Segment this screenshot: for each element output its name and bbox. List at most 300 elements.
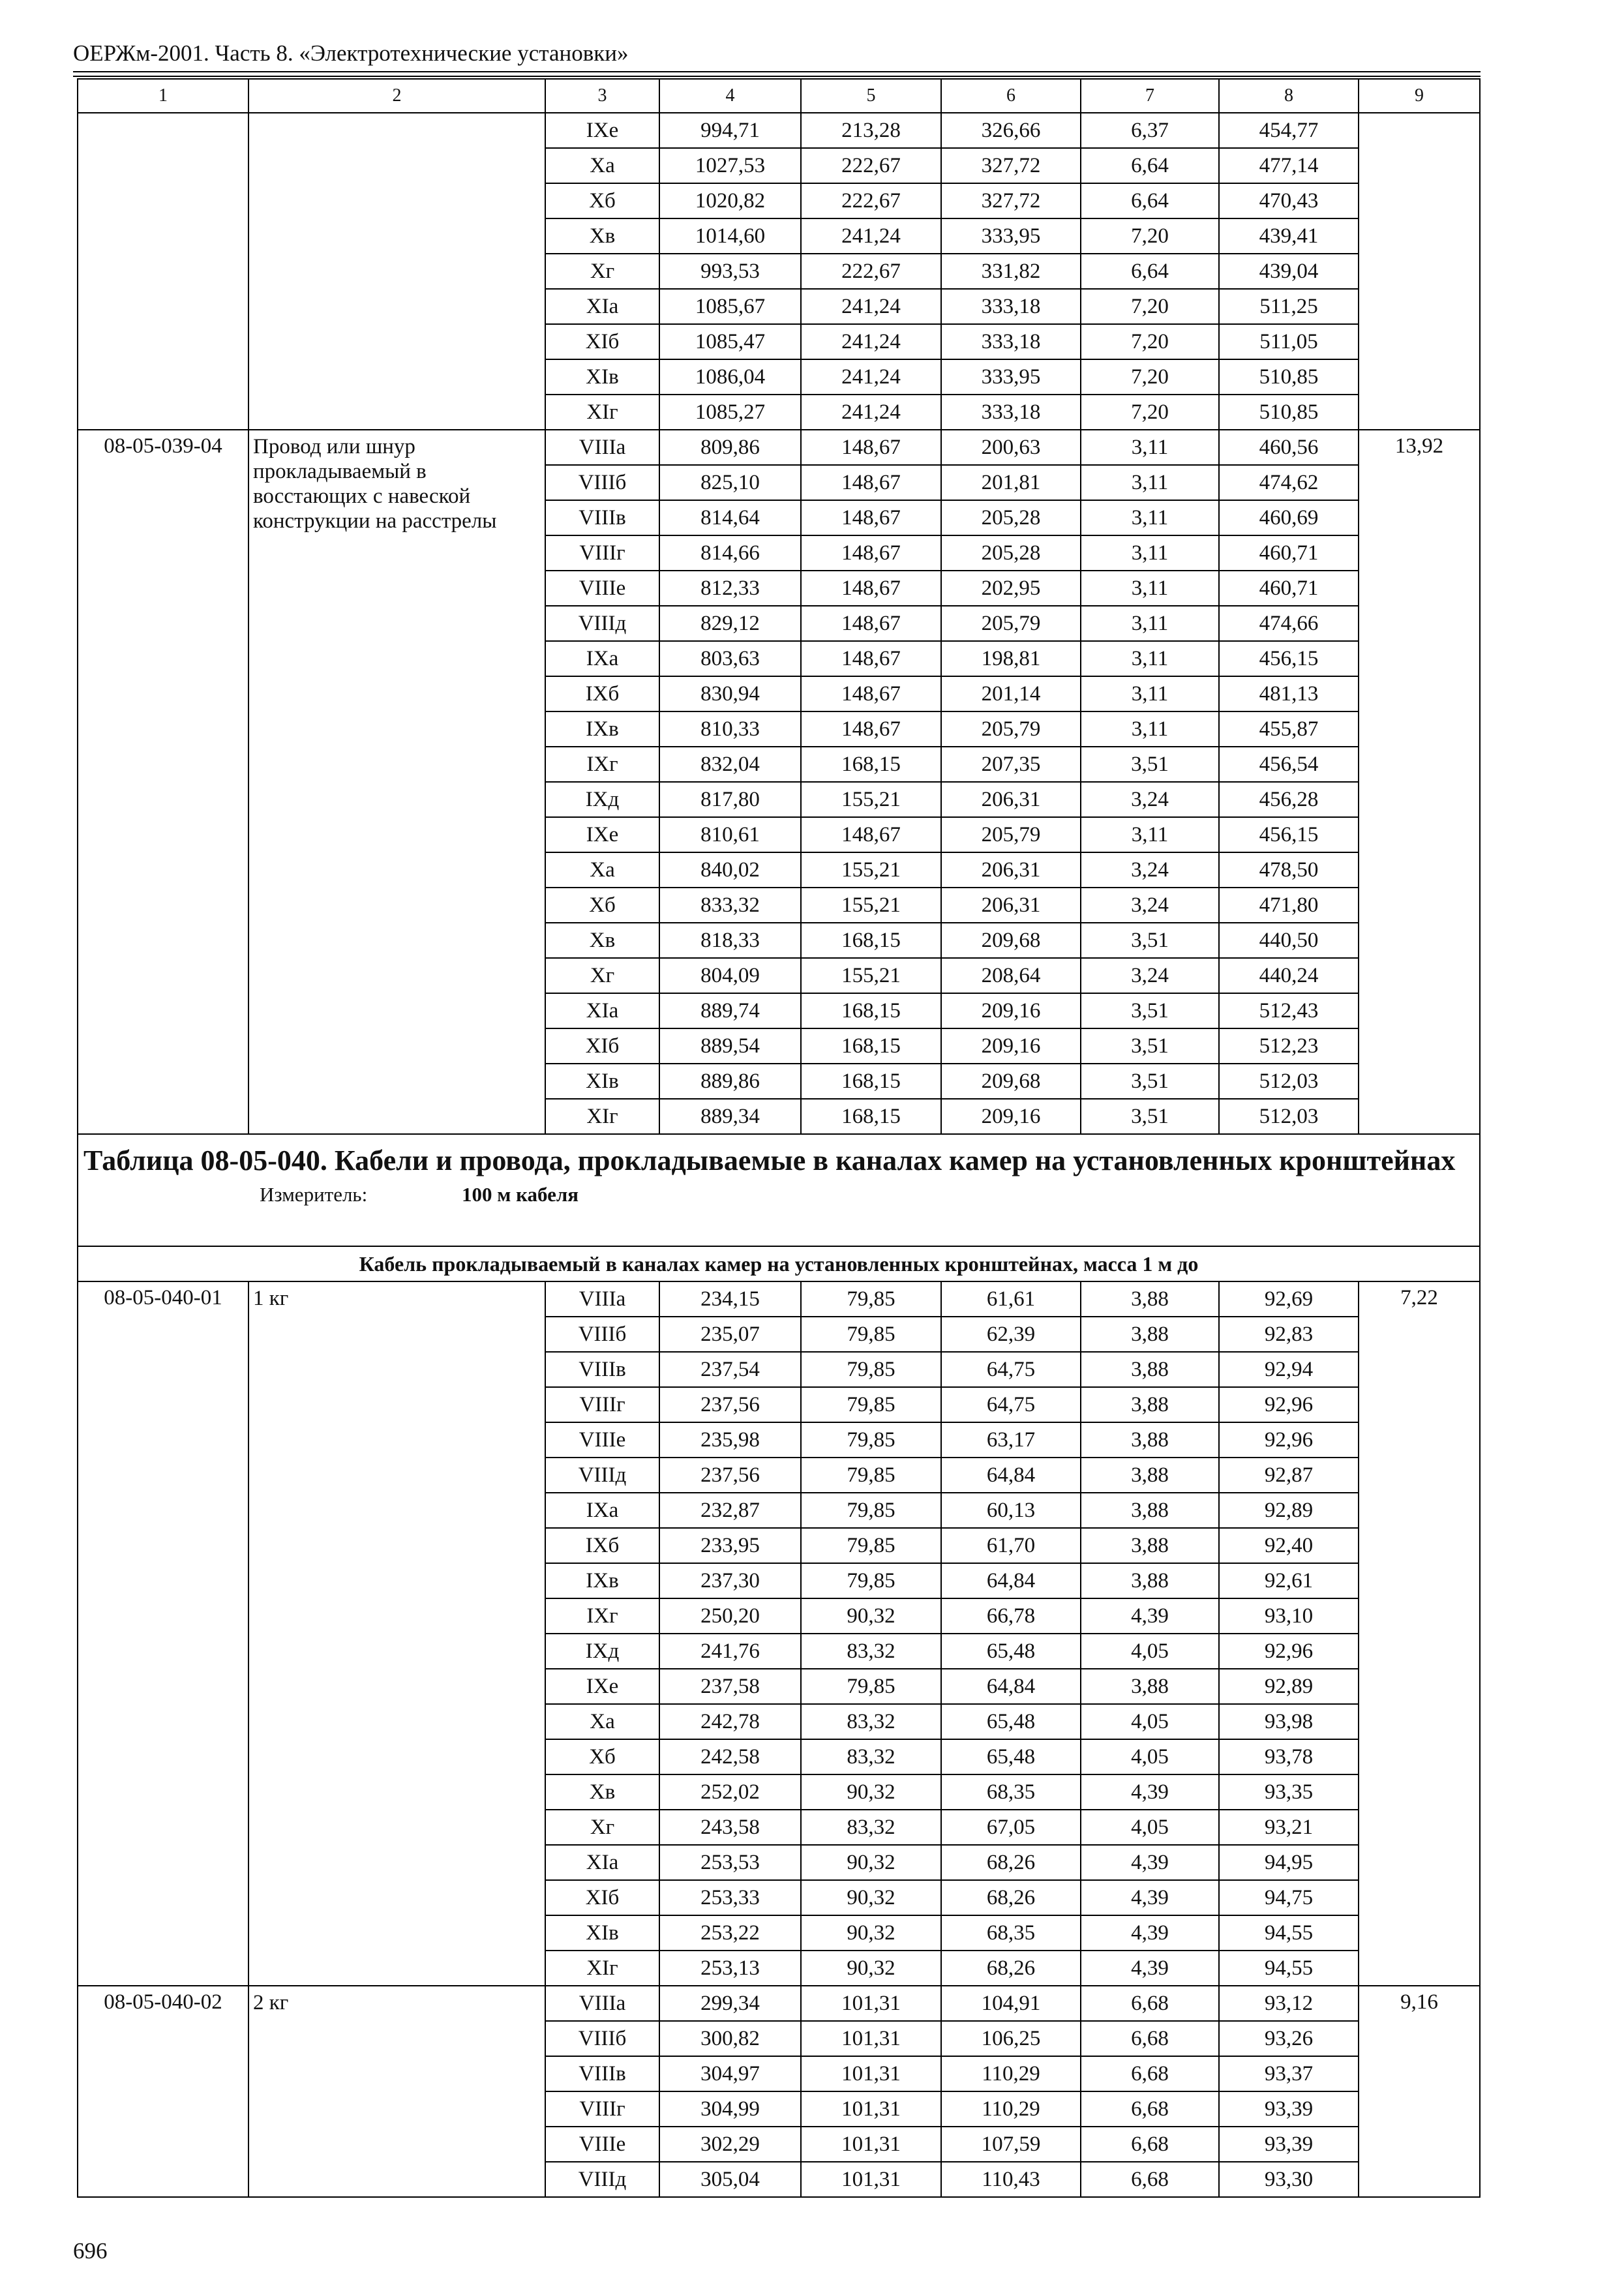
total-cost-cell: 232,87 xyxy=(659,1493,801,1528)
zone-cell: XIг xyxy=(545,1099,659,1134)
code-cell: 08-05-040-01 xyxy=(78,1281,248,1986)
zone-cell: Xa xyxy=(545,148,659,183)
total-cost-cell: 1085,27 xyxy=(659,395,801,430)
wage-cost-cell: 101,31 xyxy=(801,2021,941,2056)
zone-cell: VIIIд xyxy=(545,606,659,641)
operator-wage-cell: 4,05 xyxy=(1081,1739,1219,1774)
material-cost-cell: 474,66 xyxy=(1219,606,1359,641)
wage-cost-cell: 90,32 xyxy=(801,1915,941,1951)
total-cost-cell: 993,53 xyxy=(659,254,801,289)
machine-cost-cell: 62,39 xyxy=(941,1317,1081,1352)
material-cost-cell: 93,21 xyxy=(1219,1810,1359,1845)
material-cost-cell: 94,55 xyxy=(1219,1951,1359,1986)
table-title: Таблица 08-05-040. Кабели и провода, прокладываемые в каналах камер на установленных кронштейнах xyxy=(83,1144,1456,1176)
total-cost-cell: 830,94 xyxy=(659,676,801,711)
operator-wage-cell: 6,37 xyxy=(1081,113,1219,148)
total-cost-cell: 300,82 xyxy=(659,2021,801,2056)
code-cell xyxy=(78,113,248,430)
column-number: 9 xyxy=(1359,79,1480,113)
machine-cost-cell: 205,79 xyxy=(941,606,1081,641)
machine-cost-cell: 64,84 xyxy=(941,1458,1081,1493)
machine-cost-cell: 68,26 xyxy=(941,1845,1081,1880)
zone-cell: IXa xyxy=(545,1493,659,1528)
zone-cell: Xв xyxy=(545,218,659,254)
operator-wage-cell: 3,51 xyxy=(1081,923,1219,958)
machine-cost-cell: 327,72 xyxy=(941,183,1081,218)
total-cost-cell: 253,33 xyxy=(659,1880,801,1915)
machine-cost-cell: 104,91 xyxy=(941,1986,1081,2021)
zone-cell: Xг xyxy=(545,958,659,993)
zone-cell: IXe xyxy=(545,113,659,148)
material-cost-cell: 460,71 xyxy=(1219,535,1359,571)
wage-cost-cell: 148,67 xyxy=(801,817,941,852)
operator-wage-cell: 4,39 xyxy=(1081,1598,1219,1634)
zone-cell: Xб xyxy=(545,888,659,923)
machine-cost-cell: 64,75 xyxy=(941,1387,1081,1422)
material-cost-cell: 456,54 xyxy=(1219,747,1359,782)
total-cost-cell: 1085,47 xyxy=(659,324,801,359)
material-cost-cell: 92,89 xyxy=(1219,1669,1359,1704)
machine-cost-cell: 198,81 xyxy=(941,641,1081,676)
wage-cost-cell: 213,28 xyxy=(801,113,941,148)
zone-cell: VIIIa xyxy=(545,1986,659,2021)
table-row xyxy=(78,1986,1480,2021)
material-cost-cell: 470,43 xyxy=(1219,183,1359,218)
operator-wage-cell: 3,24 xyxy=(1081,852,1219,888)
total-cost-cell: 250,20 xyxy=(659,1598,801,1634)
operator-wage-cell: 3,88 xyxy=(1081,1387,1219,1422)
operator-wage-cell: 3,51 xyxy=(1081,1028,1219,1064)
machine-cost-cell: 206,31 xyxy=(941,782,1081,817)
total-cost-cell: 817,80 xyxy=(659,782,801,817)
meter-value: 100 м кабеля xyxy=(462,1183,579,1206)
total-cost-cell: 814,64 xyxy=(659,500,801,535)
wage-cost-cell: 90,32 xyxy=(801,1598,941,1634)
operator-wage-cell: 3,24 xyxy=(1081,958,1219,993)
wage-cost-cell: 148,67 xyxy=(801,571,941,606)
material-cost-cell: 511,05 xyxy=(1219,324,1359,359)
operator-wage-cell: 6,64 xyxy=(1081,183,1219,218)
operator-wage-cell: 3,88 xyxy=(1081,1669,1219,1704)
zone-cell: IXг xyxy=(545,747,659,782)
wage-cost-cell: 148,67 xyxy=(801,465,941,500)
material-cost-cell: 93,37 xyxy=(1219,2056,1359,2091)
zone-cell: Xг xyxy=(545,1810,659,1845)
total-cost-cell: 304,99 xyxy=(659,2091,801,2127)
machine-cost-cell: 333,95 xyxy=(941,218,1081,254)
zone-cell: VIIIe xyxy=(545,2127,659,2162)
total-cost-cell: 252,02 xyxy=(659,1774,801,1810)
zone-cell: IXe xyxy=(545,1669,659,1704)
machine-cost-cell: 327,72 xyxy=(941,148,1081,183)
zone-cell: Xб xyxy=(545,1739,659,1774)
weight-cell: 13,92 xyxy=(1359,430,1480,1134)
code-cell: 08-05-040-02 xyxy=(78,1986,248,2197)
zone-cell: VIIIб xyxy=(545,2021,659,2056)
total-cost-cell: 804,09 xyxy=(659,958,801,993)
machine-cost-cell: 205,28 xyxy=(941,535,1081,571)
material-cost-cell: 512,23 xyxy=(1219,1028,1359,1064)
zone-cell: Xв xyxy=(545,1774,659,1810)
wage-cost-cell: 155,21 xyxy=(801,888,941,923)
column-number: 6 xyxy=(941,79,1081,113)
material-cost-cell: 439,41 xyxy=(1219,218,1359,254)
material-cost-cell: 94,95 xyxy=(1219,1845,1359,1880)
total-cost-cell: 829,12 xyxy=(659,606,801,641)
wage-cost-cell: 241,24 xyxy=(801,324,941,359)
material-cost-cell: 512,43 xyxy=(1219,993,1359,1028)
wage-cost-cell: 90,32 xyxy=(801,1951,941,1986)
meter-label: Измеритель: xyxy=(260,1183,368,1206)
material-cost-cell: 93,39 xyxy=(1219,2127,1359,2162)
zone-cell: XIa xyxy=(545,993,659,1028)
operator-wage-cell: 3,11 xyxy=(1081,676,1219,711)
name-cell xyxy=(248,113,545,430)
machine-cost-cell: 326,66 xyxy=(941,113,1081,148)
column-number: 3 xyxy=(545,79,659,113)
wage-cost-cell: 148,67 xyxy=(801,606,941,641)
column-number: 1 xyxy=(78,79,248,113)
zone-cell: VIIIд xyxy=(545,1458,659,1493)
total-cost-cell: 889,86 xyxy=(659,1064,801,1099)
wage-cost-cell: 83,32 xyxy=(801,1704,941,1739)
machine-cost-cell: 207,35 xyxy=(941,747,1081,782)
operator-wage-cell: 4,39 xyxy=(1081,1880,1219,1915)
material-cost-cell: 93,12 xyxy=(1219,1986,1359,2021)
material-cost-cell: 93,35 xyxy=(1219,1774,1359,1810)
operator-wage-cell: 3,11 xyxy=(1081,465,1219,500)
operator-wage-cell: 4,05 xyxy=(1081,1634,1219,1669)
name-cell: 2 кг xyxy=(248,1986,545,2197)
table-subtitle: Кабель прокладываемый в каналах камер на установленных кронштейнах, масса 1 м до xyxy=(78,1246,1480,1281)
zone-cell: VIIIв xyxy=(545,500,659,535)
material-cost-cell: 440,24 xyxy=(1219,958,1359,993)
wage-cost-cell: 79,85 xyxy=(801,1387,941,1422)
material-cost-cell: 93,78 xyxy=(1219,1739,1359,1774)
column-number: 8 xyxy=(1219,79,1359,113)
total-cost-cell: 1020,82 xyxy=(659,183,801,218)
wage-cost-cell: 148,67 xyxy=(801,711,941,747)
total-cost-cell: 1086,04 xyxy=(659,359,801,395)
total-cost-cell: 233,95 xyxy=(659,1528,801,1563)
header-rule-bottom xyxy=(73,76,1481,77)
machine-cost-cell: 68,26 xyxy=(941,1880,1081,1915)
material-cost-cell: 454,77 xyxy=(1219,113,1359,148)
total-cost-cell: 809,86 xyxy=(659,430,801,465)
operator-wage-cell: 3,24 xyxy=(1081,782,1219,817)
machine-cost-cell: 65,48 xyxy=(941,1704,1081,1739)
weight-cell: 9,16 xyxy=(1359,1986,1480,2197)
operator-wage-cell: 3,11 xyxy=(1081,817,1219,852)
column-number-row xyxy=(78,79,1480,113)
operator-wage-cell: 4,39 xyxy=(1081,1845,1219,1880)
operator-wage-cell: 3,11 xyxy=(1081,641,1219,676)
wage-cost-cell: 101,31 xyxy=(801,2127,941,2162)
wage-cost-cell: 148,67 xyxy=(801,641,941,676)
wage-cost-cell: 79,85 xyxy=(801,1458,941,1493)
machine-cost-cell: 61,70 xyxy=(941,1528,1081,1563)
material-cost-cell: 471,80 xyxy=(1219,888,1359,923)
zone-cell: IXe xyxy=(545,817,659,852)
total-cost-cell: 237,54 xyxy=(659,1352,801,1387)
section-header xyxy=(78,1134,1480,1246)
total-cost-cell: 1014,60 xyxy=(659,218,801,254)
wage-cost-cell: 90,32 xyxy=(801,1880,941,1915)
operator-wage-cell: 4,05 xyxy=(1081,1704,1219,1739)
material-cost-cell: 92,96 xyxy=(1219,1387,1359,1422)
wage-cost-cell: 168,15 xyxy=(801,1028,941,1064)
material-cost-cell: 460,71 xyxy=(1219,571,1359,606)
material-cost-cell: 93,39 xyxy=(1219,2091,1359,2127)
zone-cell: VIIIв xyxy=(545,2056,659,2091)
zone-cell: VIIIб xyxy=(545,1317,659,1352)
machine-cost-cell: 66,78 xyxy=(941,1598,1081,1634)
zone-cell: IXд xyxy=(545,1634,659,1669)
wage-cost-cell: 79,85 xyxy=(801,1317,941,1352)
zone-cell: XIг xyxy=(545,395,659,430)
wage-cost-cell: 222,67 xyxy=(801,183,941,218)
total-cost-cell: 994,71 xyxy=(659,113,801,148)
material-cost-cell: 93,98 xyxy=(1219,1704,1359,1739)
total-cost-cell: 810,61 xyxy=(659,817,801,852)
name-cell: 1 кг xyxy=(248,1281,545,1986)
material-cost-cell: 92,40 xyxy=(1219,1528,1359,1563)
machine-cost-cell: 208,64 xyxy=(941,958,1081,993)
machine-cost-cell: 68,26 xyxy=(941,1951,1081,1986)
wage-cost-cell: 148,67 xyxy=(801,535,941,571)
machine-cost-cell: 110,29 xyxy=(941,2091,1081,2127)
zone-cell: IXд xyxy=(545,782,659,817)
wage-cost-cell: 83,32 xyxy=(801,1634,941,1669)
material-cost-cell: 511,25 xyxy=(1219,289,1359,324)
wage-cost-cell: 155,21 xyxy=(801,852,941,888)
machine-cost-cell: 110,43 xyxy=(941,2162,1081,2197)
machine-cost-cell: 68,35 xyxy=(941,1774,1081,1810)
weight-cell: 7,22 xyxy=(1359,1281,1480,1986)
page-number: 696 xyxy=(73,2238,108,2264)
total-cost-cell: 1027,53 xyxy=(659,148,801,183)
machine-cost-cell: 64,75 xyxy=(941,1352,1081,1387)
wage-cost-cell: 168,15 xyxy=(801,747,941,782)
total-cost-cell: 242,78 xyxy=(659,1704,801,1739)
wage-cost-cell: 168,15 xyxy=(801,1064,941,1099)
machine-cost-cell: 60,13 xyxy=(941,1493,1081,1528)
zone-cell: XIв xyxy=(545,1915,659,1951)
total-cost-cell: 253,13 xyxy=(659,1951,801,1986)
material-cost-cell: 439,04 xyxy=(1219,254,1359,289)
zone-cell: VIIIa xyxy=(545,1281,659,1317)
total-cost-cell: 242,58 xyxy=(659,1739,801,1774)
zone-cell: VIIIe xyxy=(545,571,659,606)
wage-cost-cell: 241,24 xyxy=(801,218,941,254)
material-cost-cell: 510,85 xyxy=(1219,395,1359,430)
operator-wage-cell: 3,51 xyxy=(1081,1099,1219,1134)
zone-cell: XIa xyxy=(545,289,659,324)
machine-cost-cell: 65,48 xyxy=(941,1739,1081,1774)
wage-cost-cell: 168,15 xyxy=(801,993,941,1028)
wage-cost-cell: 168,15 xyxy=(801,923,941,958)
machine-cost-cell: 209,68 xyxy=(941,923,1081,958)
material-cost-cell: 92,96 xyxy=(1219,1422,1359,1458)
operator-wage-cell: 3,51 xyxy=(1081,993,1219,1028)
machine-cost-cell: 201,14 xyxy=(941,676,1081,711)
zone-cell: XIб xyxy=(545,1880,659,1915)
zone-cell: XIг xyxy=(545,1951,659,1986)
material-cost-cell: 92,87 xyxy=(1219,1458,1359,1493)
material-cost-cell: 455,87 xyxy=(1219,711,1359,747)
wage-cost-cell: 79,85 xyxy=(801,1528,941,1563)
total-cost-cell: 832,04 xyxy=(659,747,801,782)
material-cost-cell: 478,50 xyxy=(1219,852,1359,888)
column-number: 7 xyxy=(1081,79,1219,113)
material-cost-cell: 92,96 xyxy=(1219,1634,1359,1669)
total-cost-cell: 253,53 xyxy=(659,1845,801,1880)
machine-cost-cell: 333,18 xyxy=(941,395,1081,430)
table-row xyxy=(78,430,1480,465)
zone-cell: IXв xyxy=(545,1563,659,1598)
operator-wage-cell: 3,88 xyxy=(1081,1493,1219,1528)
operator-wage-cell: 3,51 xyxy=(1081,1064,1219,1099)
zone-cell: XIб xyxy=(545,324,659,359)
wage-cost-cell: 241,24 xyxy=(801,359,941,395)
operator-wage-cell: 3,88 xyxy=(1081,1458,1219,1493)
wage-cost-cell: 148,67 xyxy=(801,676,941,711)
zone-cell: XIв xyxy=(545,1064,659,1099)
machine-cost-cell: 110,29 xyxy=(941,2056,1081,2091)
material-cost-cell: 456,15 xyxy=(1219,817,1359,852)
document-header: ОЕРЖм-2001. Часть 8. «Электротехнические установки» xyxy=(73,40,629,66)
zone-cell: VIIIг xyxy=(545,1387,659,1422)
material-cost-cell: 93,30 xyxy=(1219,2162,1359,2197)
operator-wage-cell: 6,64 xyxy=(1081,148,1219,183)
machine-cost-cell: 331,82 xyxy=(941,254,1081,289)
zone-cell: IXб xyxy=(545,676,659,711)
total-cost-cell: 237,56 xyxy=(659,1458,801,1493)
operator-wage-cell: 4,39 xyxy=(1081,1915,1219,1951)
operator-wage-cell: 3,51 xyxy=(1081,747,1219,782)
operator-wage-cell: 3,88 xyxy=(1081,1281,1219,1317)
weight-cell xyxy=(1359,113,1480,430)
machine-cost-cell: 209,68 xyxy=(941,1064,1081,1099)
material-cost-cell: 460,56 xyxy=(1219,430,1359,465)
wage-cost-cell: 101,31 xyxy=(801,1986,941,2021)
zone-cell: IXг xyxy=(545,1598,659,1634)
operator-wage-cell: 3,11 xyxy=(1081,606,1219,641)
zone-cell: XIa xyxy=(545,1845,659,1880)
wage-cost-cell: 148,67 xyxy=(801,430,941,465)
total-cost-cell: 810,33 xyxy=(659,711,801,747)
operator-wage-cell: 6,68 xyxy=(1081,1986,1219,2021)
machine-cost-cell: 205,28 xyxy=(941,500,1081,535)
total-cost-cell: 253,22 xyxy=(659,1915,801,1951)
operator-wage-cell: 6,68 xyxy=(1081,2056,1219,2091)
material-cost-cell: 92,69 xyxy=(1219,1281,1359,1317)
wage-cost-cell: 101,31 xyxy=(801,2056,941,2091)
machine-cost-cell: 63,17 xyxy=(941,1422,1081,1458)
zone-cell: VIIIa xyxy=(545,430,659,465)
operator-wage-cell: 6,68 xyxy=(1081,2091,1219,2127)
zone-cell: VIIIв xyxy=(545,1352,659,1387)
total-cost-cell: 299,34 xyxy=(659,1986,801,2021)
wage-cost-cell: 83,32 xyxy=(801,1739,941,1774)
material-cost-cell: 92,89 xyxy=(1219,1493,1359,1528)
wage-cost-cell: 148,67 xyxy=(801,500,941,535)
operator-wage-cell: 6,68 xyxy=(1081,2162,1219,2197)
zone-cell: IXв xyxy=(545,711,659,747)
total-cost-cell: 840,02 xyxy=(659,852,801,888)
operator-wage-cell: 3,88 xyxy=(1081,1317,1219,1352)
zone-cell: Xб xyxy=(545,183,659,218)
wage-cost-cell: 79,85 xyxy=(801,1493,941,1528)
operator-wage-cell: 3,88 xyxy=(1081,1422,1219,1458)
wage-cost-cell: 101,31 xyxy=(801,2162,941,2197)
operator-wage-cell: 3,11 xyxy=(1081,711,1219,747)
table-row xyxy=(78,1281,1480,1317)
total-cost-cell: 234,15 xyxy=(659,1281,801,1317)
operator-wage-cell: 3,24 xyxy=(1081,888,1219,923)
wage-cost-cell: 155,21 xyxy=(801,958,941,993)
total-cost-cell: 237,56 xyxy=(659,1387,801,1422)
wage-cost-cell: 222,67 xyxy=(801,254,941,289)
operator-wage-cell: 3,88 xyxy=(1081,1563,1219,1598)
machine-cost-cell: 64,84 xyxy=(941,1563,1081,1598)
material-cost-cell: 92,61 xyxy=(1219,1563,1359,1598)
column-number: 5 xyxy=(801,79,941,113)
total-cost-cell: 812,33 xyxy=(659,571,801,606)
machine-cost-cell: 333,18 xyxy=(941,289,1081,324)
operator-wage-cell: 3,88 xyxy=(1081,1528,1219,1563)
zone-cell: IXa xyxy=(545,641,659,676)
machine-cost-cell: 107,59 xyxy=(941,2127,1081,2162)
wage-cost-cell: 222,67 xyxy=(801,148,941,183)
wage-cost-cell: 79,85 xyxy=(801,1563,941,1598)
total-cost-cell: 889,74 xyxy=(659,993,801,1028)
total-cost-cell: 241,76 xyxy=(659,1634,801,1669)
wage-cost-cell: 155,21 xyxy=(801,782,941,817)
total-cost-cell: 305,04 xyxy=(659,2162,801,2197)
operator-wage-cell: 7,20 xyxy=(1081,359,1219,395)
column-number: 4 xyxy=(659,79,801,113)
machine-cost-cell: 106,25 xyxy=(941,2021,1081,2056)
total-cost-cell: 235,07 xyxy=(659,1317,801,1352)
total-cost-cell: 889,34 xyxy=(659,1099,801,1134)
section-header-row xyxy=(78,1134,1480,1246)
total-cost-cell: 243,58 xyxy=(659,1810,801,1845)
table-row xyxy=(78,113,1480,148)
zone-cell: XIб xyxy=(545,1028,659,1064)
operator-wage-cell: 6,68 xyxy=(1081,2021,1219,2056)
material-cost-cell: 474,62 xyxy=(1219,465,1359,500)
total-cost-cell: 237,58 xyxy=(659,1669,801,1704)
material-cost-cell: 477,14 xyxy=(1219,148,1359,183)
header-rule-top xyxy=(73,71,1481,72)
material-cost-cell: 440,50 xyxy=(1219,923,1359,958)
wage-cost-cell: 79,85 xyxy=(801,1281,941,1317)
operator-wage-cell: 3,11 xyxy=(1081,500,1219,535)
machine-cost-cell: 68,35 xyxy=(941,1915,1081,1951)
zone-cell: Xг xyxy=(545,254,659,289)
total-cost-cell: 818,33 xyxy=(659,923,801,958)
wage-cost-cell: 168,15 xyxy=(801,1099,941,1134)
material-cost-cell: 92,94 xyxy=(1219,1352,1359,1387)
zone-cell: VIIIб xyxy=(545,465,659,500)
total-cost-cell: 237,30 xyxy=(659,1563,801,1598)
name-cell: Провод или шнур прокладываемый в восстающих с навеской конструкции на расстрелы xyxy=(248,430,545,1134)
material-cost-cell: 94,55 xyxy=(1219,1915,1359,1951)
operator-wage-cell: 6,64 xyxy=(1081,254,1219,289)
wage-cost-cell: 79,85 xyxy=(801,1422,941,1458)
total-cost-cell: 814,66 xyxy=(659,535,801,571)
